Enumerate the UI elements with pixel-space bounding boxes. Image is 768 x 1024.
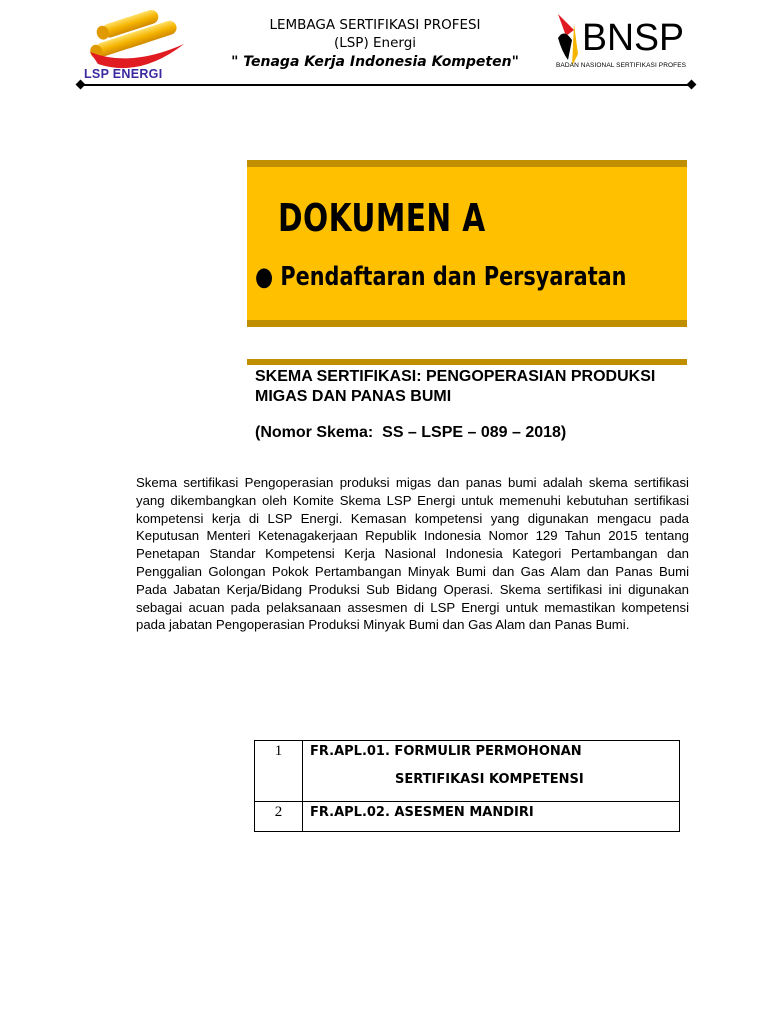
row-title (303, 741, 680, 802)
document-title: DOKUMEN A (278, 196, 486, 240)
banner-bottom-bar (247, 320, 687, 327)
row-title-line-1: FR.APL.01. FORMULIR PERMOHONAN (310, 744, 582, 759)
table-row (255, 802, 680, 832)
body-paragraph: Skema sertifikasi Pengoperasian produksi migas dan panas bumi adalah skema sertifikasi yang dikembangkan oleh Komite Skema LSP Energi untuk memenuhi kebutuhan sertifikasi kompetensi kerja di LSP Energi. Kemasan kompetensi yang digunakan mengacu pada Keputusan Menteri Ketenagakerjaan Republik Indonesia Nomor 129 Tahun 2015 tentang Penetapan Standar Kompetensi Kerja Nasional Indonesia Kategori Pertambangan dan Penggalian Golongan Pokok Pertambangan Minyak Bumi dan Gas Alam dan Panas Bumi Pada Jabatan Kerja/Bidang Produksi Sub Bidang Operasi. Skema sertifikasi ini digunakan sebagai acuan pada pelaksanaan assesmen di LSP Energi untuk memastikan kompetensi pada jabatan Pengoperasian Produksi Minyak Bumi dan Gas Alam dan Panas Bumi. (136, 475, 689, 633)
banner-top-bar (247, 160, 687, 167)
row-title-line-2: SERTIFIKASI KOMPETENSI (395, 772, 584, 787)
header-slogan: " Tenaga Kerja Indonesia Kompeten" (231, 54, 519, 70)
document-subtitle: ● Pendaftaran dan Persyaratan (255, 262, 627, 292)
document-list-table (254, 740, 680, 832)
bnsp-subtitle: BADAN NASIONAL SERTIFIKASI PROFES (556, 62, 687, 69)
row-number: 2 (255, 802, 303, 832)
header-title-block (200, 16, 550, 72)
skema-separator (247, 359, 687, 365)
lsp-logo-text: LSP ENERGI (84, 67, 163, 81)
bnsp-logo-text: BNSP (582, 17, 684, 59)
row-number: 1 (255, 741, 303, 802)
header-line-1: LEMBAGA SERTIFIKASI PROFESI (269, 17, 481, 33)
header-rule (80, 84, 692, 86)
rule-diamond-right (687, 80, 697, 90)
row-title: FR.APL.02. ASESMEN MANDIRI (303, 802, 680, 832)
skema-title: SKEMA SERTIFIKASI: PENGOPERASIAN PRODUKSI MIGAS DAN PANAS BUMI (255, 368, 656, 405)
table-row (255, 741, 680, 802)
skema-number: (Nomor Skema: SS – LSPE – 089 – 2018) (255, 424, 567, 441)
document-banner (247, 160, 687, 327)
header-line-2: (LSP) Energi (333, 35, 417, 51)
